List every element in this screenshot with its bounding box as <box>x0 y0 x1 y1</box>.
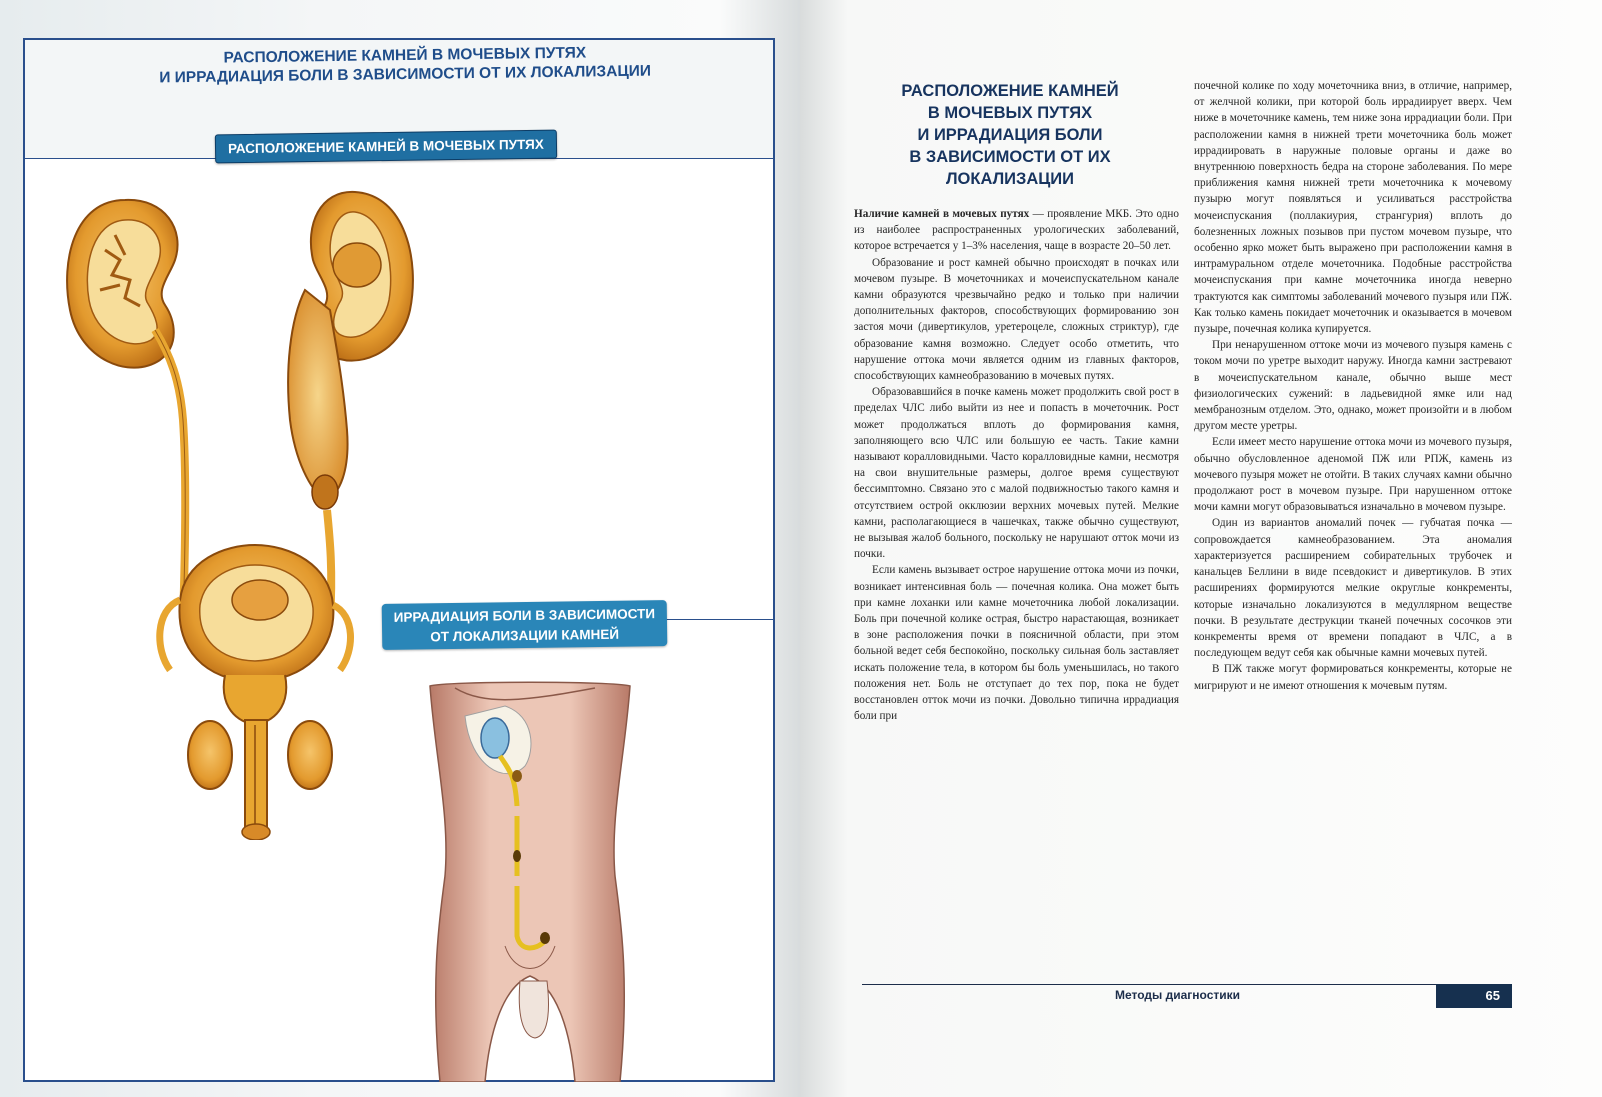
urinary-system-illustration <box>55 180 415 840</box>
lead-phrase: Наличие камней в мочевых путях <box>854 208 1030 220</box>
stone-upper <box>512 770 522 782</box>
left-kidney <box>67 200 185 620</box>
paragraph: Если камень вызывает острое нарушение оттока мочи из почки, возникает интенсивная боль — почечная колика. Она может быть при камне лоханки или камне мочеточника любой локализации. Боль при почечной колике острая, быстро нарастающая, возникает в зоне расположения почки в поясничной области, при этом больной ведет себя беспокойно, поскольку сильная боль заставляет искать положение тела, в котором бы боль уменьшилась, но такого положения нет. Боль не отступает до тех пор, пока не будет восстановлен отток мочи из почки. Довольно типична иррадиация боли при <box>854 564 1179 723</box>
text-column-1 <box>854 206 1179 725</box>
right-kidney <box>288 192 413 620</box>
section-label-stones-location: РАСПОЛОЖЕНИЕ КАМНЕЙ В МОЧЕВЫХ ПУТЯХ <box>215 130 557 164</box>
footer-rule <box>862 984 1437 985</box>
genitals-outline <box>519 981 548 1038</box>
article-title-line: В МОЧЕВЫХ ПУТЯХ <box>927 104 1093 122</box>
paragraph: При ненарушенном оттоке мочи из мочевого пузыря камень с током мочи по уретре выходит наружу. Иногда камни застревают в мочеиспускательном канале, обычно выше мест физиологических сужений: в ладьевидной ямке или над мембранозным отделом. Это, однако, может произойти и в любом другом месте уретры. <box>1194 339 1512 433</box>
bladder-stone <box>232 580 288 620</box>
footer-section-label: Методы диагностики <box>1115 988 1240 1002</box>
article-title-line: В ЗАВИСИМОСТИ ОТ ИХ <box>909 148 1111 166</box>
urethra <box>245 720 267 830</box>
article-title-line: РАСПОЛОЖЕНИЕ КАМНЕЙ <box>901 82 1119 100</box>
paragraph: почечной колике по ходу мочеточника вниз, в отличие, например, от желчной колики, при которой боль иррадиирует вверх. Чем ниже в мочеточнике камень, тем ниже зона иррадиации боли. При расположении камня в нижней трети мочеточника боль может иррадиировать в наружные половые органы и даже во внутреннюю поверхность бедра на стороне заболевания. По мере приближения камня нижней трети мочеточника к мочевому пузырю могут появляться и усиливаться расстройства мочеиспускания (поллакиурия, странгурия) вплоть до болезненных ложных позывов при пустом мочевом пузыре, что особенно ярко может быть выражено при расположении камня в интрамуральном отделе мочеточника. Подобные расстройства мочеиспускания при камне мочеточника иногда неверно трактуются как симптомы заболеваний мочевого пузыря или ПЖ. Как только камень покидает мочеточник и оказывается в мочевом пузыре, почечная колика купируется. <box>1194 80 1512 336</box>
plate-title <box>125 42 685 88</box>
pain-irradiation-illustration <box>425 676 635 1082</box>
article-title-line: ЛОКАЛИЗАЦИИ <box>945 170 1075 188</box>
paragraph: Один из вариантов аномалий почек — губчатая почка — сопровождается камнеобразованием. Эта аномалия характеризуется расширением собирательных трубочек и канальцев Беллини в виде псевдокист и дивертикулов. В этих расширениях формируются мелкие округлые конкременты, которые изначально локализуются в медуллярном веществе почки. В результате деструкции тканей почечных сосочков эти конкременты время от времени попадают в ЧЛС, а в последующем ведут себя как обычные камни мочевых путей. <box>1194 517 1512 660</box>
genitals <box>188 720 332 840</box>
staghorn-stone <box>333 243 381 287</box>
bladder <box>160 545 351 725</box>
plate-title-line1: РАСПОЛОЖЕНИЕ КАМНЕЙ В МОЧЕВЫХ ПУТЯХ <box>223 44 587 67</box>
plate-title-line2: И ИРРАДИАЦИЯ БОЛИ В ЗАВИСИМОСТИ ОТ ИХ ЛОКАЛИЗАЦИИ <box>159 62 652 87</box>
page-number: 65 <box>1436 984 1512 1008</box>
paragraph: Образование и рост камней обычно происходят в почках или мочевом пузыре. В мочеточниках и мочеиспускательном канале камни образуются чрезвычайно редко и только при наличии дополнительных факторов, способствующих формированию зон застоя мочи (дивертикулов, уретероцеле, сложных стриктур), где образование камня возможно. Следует особо отметить, что нарушение оттока мочи является одним из главных факторов, способствующих камнеобразованию в мочевых путях. <box>854 256 1179 383</box>
text-column-2 <box>1194 78 1512 694</box>
kidney-icon <box>481 718 509 758</box>
article-title <box>880 80 1140 190</box>
paragraph: Если имеет место нарушение оттока мочи из мочевого пузыря, обычно обусловленное аденомой ПЖ или РПЖ, камень из мочевого пузыря может не отойти. В таких случаях камни обычно продолжают рост в мочевом пузыре. При нарушенном оттоке мочи камни могут образовываться изначально в мочевом пузыре. <box>1194 436 1512 514</box>
section2-line2: ОТ ЛОКАЛИЗАЦИИ КАМНЕЙ <box>430 626 620 645</box>
paragraph-text: — проявление МКБ. Это одно из наиболее распространенных урологических заболеваний, которое встречается у 1–3% населения, чаще в возрасте 20–50 лет. <box>854 208 1180 253</box>
stone-lower <box>540 932 550 944</box>
prostate <box>224 675 287 725</box>
paragraph <box>854 206 1179 255</box>
right-page <box>800 0 1602 1097</box>
ureter-stone <box>312 475 338 509</box>
stone-middle <box>513 850 521 862</box>
article-title-line: И ИРРАДИАЦИЯ БОЛИ <box>917 126 1103 144</box>
left-page <box>0 0 800 1097</box>
illustration-frame <box>23 38 775 1082</box>
section-label-pain-irradiation <box>382 600 668 650</box>
paragraph: В ПЖ также могут формироваться конкременты, которые не мигрируют и не имеют отношения к мочевым путям. <box>1194 663 1512 692</box>
paragraph: Образовавшийся в почке камень может продолжить свой рост в пределах ЧЛС либо выйти из нее и попасть в мочеточник. Рост может продолжаться вплоть до формирования камня, заполняющего всю ЧЛС или большую ее часть. Такие камни называют коралловидными. Часто коралловидные камни, несмотря на свои внушительные размеры, долгое время существуют бессимптомно. Связано это с малой подвижностью такого камня и отсутствием острой окклюзии верхних мочевых путей. Мелкие камни, располагающиеся в чашечках, также обычно существуют, не вызывая жалоб больного, поскольку не нарушают отток мочи из почки. <box>854 386 1179 561</box>
section2-line1: ИРРАДИАЦИЯ БОЛИ В ЗАВИСИМОСТИ <box>393 606 656 625</box>
